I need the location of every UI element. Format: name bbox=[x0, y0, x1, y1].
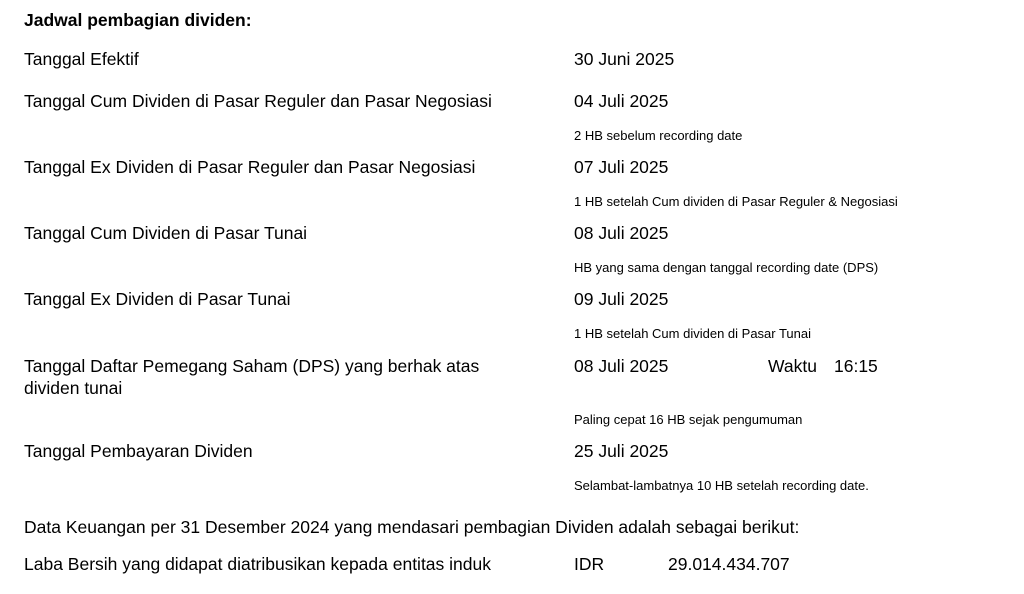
schedule-value-ex-regular: 07 Juli 2025 bbox=[574, 157, 669, 177]
schedule-value-cum-cash: 08 Juli 2025 bbox=[574, 223, 669, 243]
schedule-time-label-dps: Waktu bbox=[768, 356, 817, 376]
schedule-label-cum-cash: Tanggal Cum Dividen di Pasar Tunai bbox=[24, 223, 308, 243]
schedule-note-payment: Selambat-lambatnya 10 HB setelah recording date. bbox=[574, 478, 869, 493]
schedule-note-ex-regular: 1 HB setelah Cum dividen di Pasar Reguler & Negosiasi bbox=[574, 194, 898, 209]
schedule-time-value-dps: 16:15 bbox=[834, 356, 878, 376]
schedule-note-dps: Paling cepat 16 HB sejak pengumuman bbox=[574, 412, 803, 427]
net-profit-currency: IDR bbox=[574, 554, 605, 574]
schedule-value-effective-date: 30 Juni 2025 bbox=[574, 49, 675, 69]
schedule-label-effective-date: Tanggal Efektif bbox=[24, 49, 139, 69]
schedule-label-ex-cash: Tanggal Ex Dividen di Pasar Tunai bbox=[24, 289, 291, 309]
financial-intro-text: Data Keuangan per 31 Desember 2024 yang mendasari pembagian Dividen adalah sebagai berikut: bbox=[24, 517, 800, 537]
schedule-label-dps-line1: Tanggal Daftar Pemegang Saham (DPS) yang berhak atas bbox=[24, 356, 480, 376]
schedule-label-cum-regular: Tanggal Cum Dividen di Pasar Reguler dan Pasar Negosiasi bbox=[24, 91, 492, 111]
section-heading: Jadwal pembagian dividen: bbox=[24, 10, 252, 30]
schedule-note-cum-cash: HB yang sama dengan tanggal recording date (DPS) bbox=[574, 260, 879, 275]
net-profit-label: Laba Bersih yang didapat diatribusikan kepada entitas induk bbox=[24, 554, 491, 574]
schedule-note-cum-regular: 2 HB sebelum recording date bbox=[574, 128, 743, 143]
schedule-label-dps-line2: dividen tunai bbox=[24, 378, 123, 398]
net-profit-amount: 29.014.434.707 bbox=[668, 554, 790, 574]
schedule-note-ex-cash: 1 HB setelah Cum dividen di Pasar Tunai bbox=[574, 326, 812, 341]
schedule-label-payment: Tanggal Pembayaran Dividen bbox=[24, 441, 253, 461]
schedule-value-cum-regular: 04 Juli 2025 bbox=[574, 91, 669, 111]
schedule-label-ex-regular: Tanggal Ex Dividen di Pasar Reguler dan Pasar Negosiasi bbox=[24, 157, 476, 177]
schedule-value-ex-cash: 09 Juli 2025 bbox=[574, 289, 669, 309]
schedule-value-dps: 08 Juli 2025 bbox=[574, 356, 669, 376]
schedule-value-payment: 25 Juli 2025 bbox=[574, 441, 669, 461]
